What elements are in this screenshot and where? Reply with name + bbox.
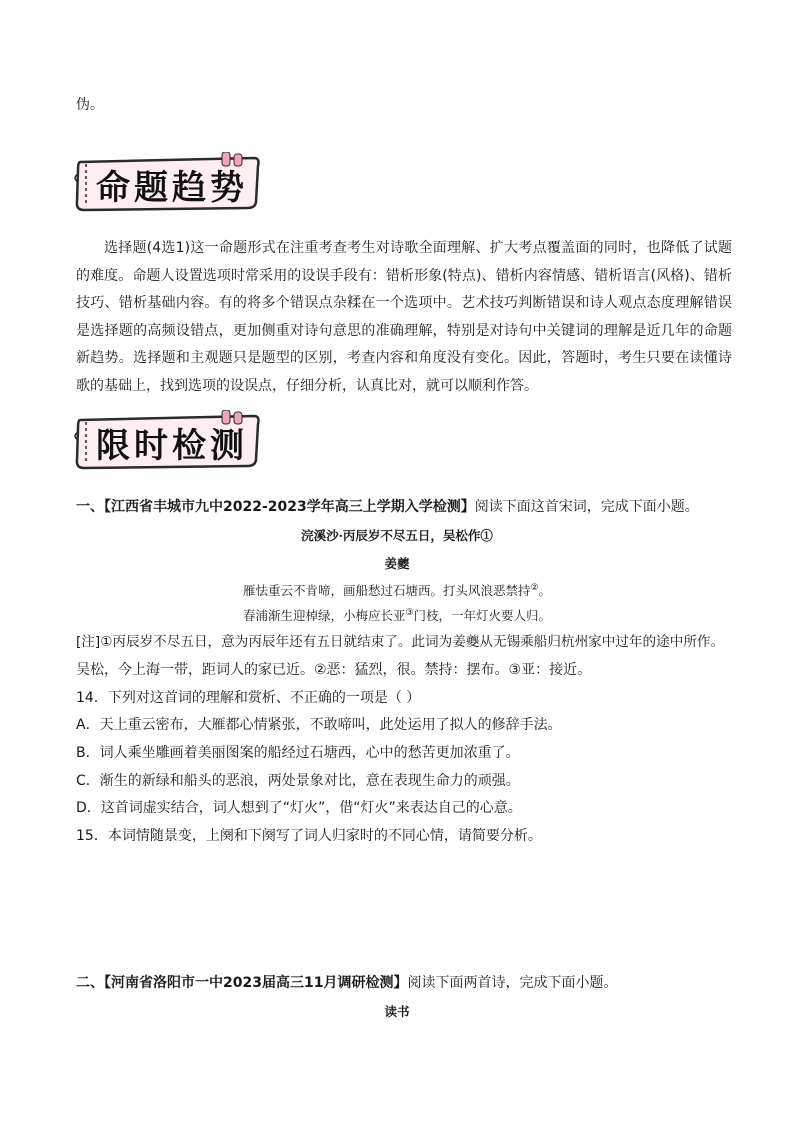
q1-poem-author: 姜夔 (384, 556, 410, 571)
poem-line1-end: 。 (538, 583, 552, 598)
q14-option-a: A．天上重云密布，大雁都心情紧张，不敢啼叫，此处运用了拟人的修辞手法。 (76, 717, 562, 733)
top-fragment: 伪。 (76, 97, 104, 113)
section-title-trend: 命题趋势 (96, 168, 248, 208)
q2-number: 二、 (76, 975, 104, 991)
section-banner-test (72, 410, 264, 472)
q1-note-line1: [注]①丙辰岁不尽五日，意为丙辰年还有五日就结束了。此词为姜夔从无锡乘船归杭州家中过年的途中所作。 (76, 634, 725, 650)
poem-line2-text-b: 门枝，一年灯火要人归。 (413, 608, 552, 623)
q1-poem-title: 浣溪沙·丙辰岁不尽五日，吴松作① (301, 528, 493, 543)
poem-line2-note: ③ (405, 607, 414, 618)
poem-line1-note: ② (530, 582, 539, 593)
q2-instruction: 阅读下面两首诗，完成下面小题。 (407, 975, 618, 991)
poem-line1-text: 雁怯重云不肯啼，画船愁过石塘西。打头风浪恶禁持 (242, 583, 531, 598)
section-title-test: 限时检测 (96, 426, 248, 466)
q14-option-c: C．渐生的新绿和船头的恶浪，两处景象对比，意在表现生命力的顽强。 (76, 773, 520, 789)
q14-option-d: D．这首词虚实结合，词人想到了“灯火”，借“灯火”来表达自己的心意。 (76, 800, 522, 816)
q1-poem-line2 (0, 606, 794, 624)
q14-stem: 14．下列对这首词的理解和赏析、不正确的一项是（ ） (76, 690, 421, 706)
trend-paragraph: 选择题(4选1)这一命题形式在注重考查考生对诗歌全面理解、扩大考点覆盖面的同时，也降低了试题的难度。命题人设置选项时常采用的设误手段有：错析形象(特点)、错析内容情感、错析语言(风格)、错析技巧、错析基础内容。有的将多个错误点杂糅在一个选项中。艺术技巧判断错误和诗人观点态度理解错误是选择题的高频设错点，更加侧重对诗句意思的准确理解，特别是对诗句中关键词的理解是近几年的命题新趋势。选择题和主观题只是题型的区别，考查内容和角度没有变化。因此，答题时，考生只要在读懂诗歌的基础上，找到选项的设误点，仔细分析，认真比对，就可以顺利作答。 (76, 240, 732, 394)
poem-line2-text-a: 春浦渐生迎棹绿，小梅应长亚 (242, 608, 406, 623)
q2-heading (76, 973, 617, 993)
q1-instruction: 阅读下面这首宋词，完成下面小题。 (474, 499, 699, 515)
section-banner-trend (72, 152, 264, 214)
q14-option-b: B．词人乘坐雕画着美丽图案的船经过石塘西，心中的愁苦更加浓重了。 (76, 745, 520, 761)
q1-note-line2: 吴松，今上海一带，距词人的家已近。②恶：猛烈，很。禁持：摆布。③亚：接近。 (76, 662, 592, 678)
q15-stem: 15．本词情随景变，上阕和下阕写了词人归家时的不同心情，请简要分析。 (76, 828, 542, 844)
q1-source: 【江西省丰城市九中2022-2023学年高三上学期入学检测】 (104, 499, 475, 515)
q1-poem-line1 (0, 581, 794, 599)
q2-poem-title: 读书 (384, 1004, 410, 1019)
q2-source: 【河南省洛阳市一中2023届高三11月调研检测】 (104, 975, 408, 991)
q1-number: 一、 (76, 499, 104, 515)
q1-heading (76, 497, 699, 517)
